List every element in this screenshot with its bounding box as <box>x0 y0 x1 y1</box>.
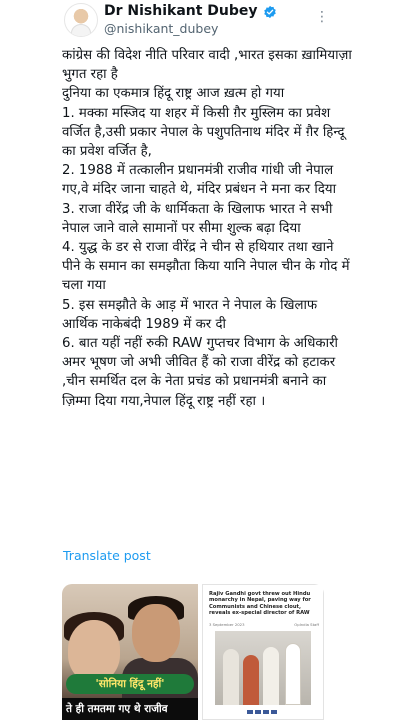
photo-figure <box>263 647 279 705</box>
post-intro: कांग्रेस की विदेश नीति परिवार वादी ,भारत इसका ख़ामियाज़ा भुगत रहा है <box>62 48 352 83</box>
more-options-icon[interactable]: ⋮ <box>315 9 329 25</box>
author-name-row <box>104 3 277 19</box>
translate-post-link[interactable]: Translate post <box>63 548 151 563</box>
post-point: 4. युद्ध के डर से राजा वीरेंद्र ने चीन से हथियार तथा खाने पीने के समान का समझौता किया यानि नेपाल चीन के गोद में चला गया <box>62 240 350 294</box>
share-icon <box>271 710 277 714</box>
verified-badge-icon <box>263 4 277 18</box>
post-media[interactable] <box>62 584 324 720</box>
news-photo <box>215 631 311 705</box>
author-name[interactable]: Dr Nishikant Dubey <box>104 3 258 19</box>
photo-figure <box>243 655 259 705</box>
post-point: 5. इस समझौते के आड़ में भारत ने नेपाल के खिलाफ आर्थिक नाकेबंदी 1989 में कर दी <box>62 297 318 332</box>
media-image-right[interactable] <box>202 584 324 720</box>
post-lead: दुनिया का एकमात्र हिंदू राष्ट्र आज ख़त्म हो गया <box>62 86 285 102</box>
post-point: 2. 1988 में तत्कालीन प्रधानमंत्री राजीव गांधी जी नेपाल गए,वे मंदिर जाना चाहते थे, मंदिर प्रबंधन ने मना कर दिया <box>62 163 337 198</box>
post-point: 3. राजा वीरेंद्र जी के धार्मिकता के खिलाफ भारत ने सभी नेपाल जाने वाले सामानों पर सीमा शुल्क बढ़ा दिया <box>62 201 333 236</box>
share-icon <box>255 710 261 714</box>
media-image-left[interactable] <box>62 584 198 720</box>
media-quote-banner: 'सोनिया हिंदू नहीं' <box>66 674 194 694</box>
post-point: 1. मक्का मस्जिद या शहर में किसी ग़ैर मुस्लिम का प्रवेश वर्जित है,उसी प्रकार नेपाल के पशुपतिनाथ मंदिर में ग़ैर हिन्दू का प्रवेश वर्जित है, <box>62 105 345 160</box>
photo-figure <box>68 620 120 682</box>
news-author: OpIndia Staff <box>294 622 319 627</box>
post-text <box>62 46 352 411</box>
author-handle[interactable]: @nishikant_dubey <box>104 21 219 36</box>
share-icon <box>263 710 269 714</box>
author-avatar[interactable] <box>64 3 98 37</box>
photo-figure <box>285 643 301 705</box>
news-headline: Rajiv Gandhi govt threw out Hindu monarchy in Nepal, paving way for Communists and Chinese clout, reveals ex-special director of RAW <box>209 591 311 617</box>
share-icon <box>247 710 253 714</box>
news-date: 3 September 2023 <box>209 622 245 627</box>
post-header <box>0 0 405 44</box>
share-icons <box>247 710 277 714</box>
photo-figure <box>132 604 180 662</box>
photo-figure <box>223 649 239 705</box>
media-caption-strip: ते ही तमतमा गए थे राजीव <box>62 698 198 720</box>
news-meta <box>209 622 319 627</box>
post-point: 6. बात यहीं नहीं रुकी RAW गुप्तचर विभाग के अधिकारी अमर भूषण जो अभी जीवित हैं को राजा वीरेंद्र को हटाकर ,चीन समर्थित दल के नेता प्रचंड को प्रधानमंत्री बनाने का ज़िम्मा दिया गया,नेपाल हिंदू राष्ट्र नहीं रहा । <box>62 336 338 409</box>
